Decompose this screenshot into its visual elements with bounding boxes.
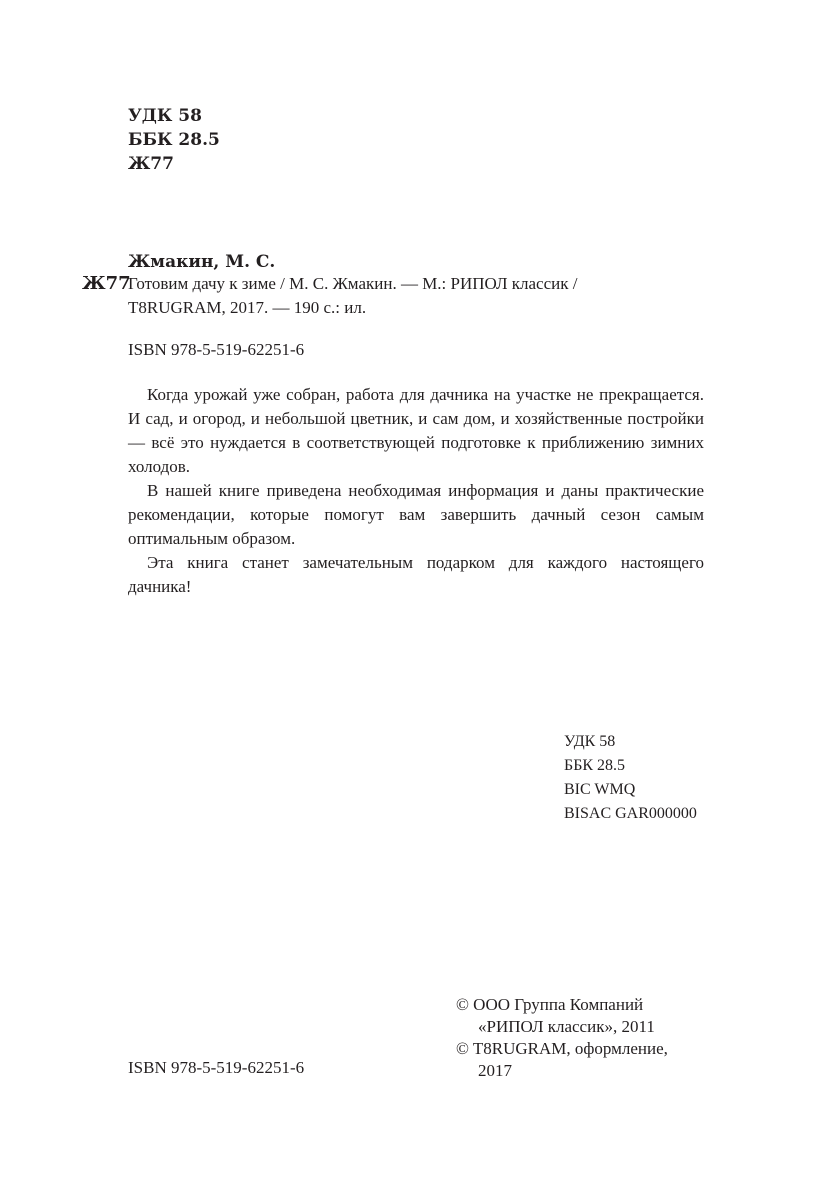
copyright-line: «РИПОЛ классик», 2011 (478, 1017, 655, 1036)
isbn-bottom: ISBN 978-5-519-62251-6 (128, 1058, 305, 1077)
copyright-line: © ООО Группа Компаний (456, 995, 644, 1014)
annotation (128, 383, 704, 599)
udk-code: УДК 58 (128, 106, 202, 126)
isbn: ISBN 978-5-519-62251-6 (128, 340, 305, 359)
author-mark: Ж77 (128, 154, 174, 174)
bisac-code: BISAC GAR000000 (564, 805, 697, 822)
biblio-line: T8RUGRAM, 2017. — 190 с.: ил. (128, 298, 367, 317)
copyright-block (456, 994, 668, 1082)
author-name: Жмакин, М. С. (128, 252, 276, 272)
copyright-line: © T8RUGRAM, оформление, (456, 1039, 668, 1058)
udk-code: УДК 58 (564, 733, 616, 750)
annotation-paragraph: В нашей книге приведена необходимая информация и даны практические рекомендации, которые помогут вам завершить дачный сезон самым оптимальным образом. (128, 481, 704, 548)
annotation-paragraph: Эта книга станет замечательным подарком для каждого настоящего дачника! (128, 553, 704, 596)
biblio-line: Готовим дачу к зиме / М. С. Жмакин. — М.: РИПОЛ классик / (128, 274, 578, 293)
annotation-paragraph: Когда урожай уже собран, работа для дачника на участке не прекращается. И сад, и огород, и небольшой цветник, и сам дом, и хозяйственные постройки — всё это нуждается в соответствующей подготовке к приближению зимних холодов. (128, 385, 704, 476)
bbk-code: ББК 28.5 (564, 757, 626, 774)
author-mark-margin: Ж77 (82, 273, 131, 294)
bbk-code: ББК 28.5 (128, 130, 220, 150)
bibliographic-description (128, 272, 648, 320)
classification-codes-right (564, 730, 697, 826)
copyright-line: 2017 (478, 1061, 512, 1080)
bic-code: BIC WMQ (564, 781, 636, 798)
classification-codes-top (128, 104, 220, 176)
